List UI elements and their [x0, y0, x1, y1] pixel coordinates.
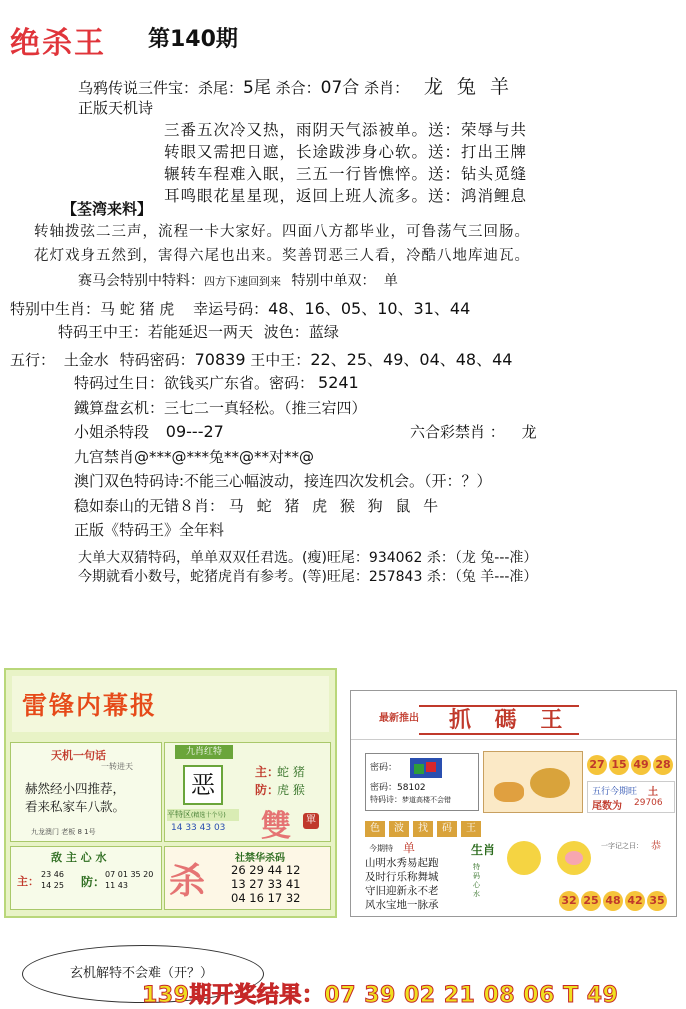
tail-value: 5尾 [243, 78, 271, 98]
he-label: 杀合： [275, 79, 321, 97]
poem-line-1: 三番五次冷又热，雨阴天气添被单。送：荣辱与共 [164, 121, 528, 139]
flat-label [167, 809, 239, 821]
heart-label: 敌 主 心 水 [51, 851, 107, 864]
kill-char: 杀 [169, 861, 206, 902]
flat-sub: (精选十个号) [191, 812, 226, 819]
stable-label: 稳如泰山的无错８肖： [74, 497, 225, 515]
zma-pwd-box [365, 753, 479, 811]
single-label: 特别中单双： [291, 273, 376, 289]
king-line [58, 321, 339, 342]
heart-box [10, 846, 162, 910]
zma-poem-4: 风水宝地一脉承 [365, 899, 439, 911]
secret-value: 70839 [194, 350, 246, 369]
lucky-value: 单 [403, 841, 416, 855]
zma-header [351, 691, 676, 740]
special-zodiac-line [10, 296, 470, 319]
birthday-line [74, 372, 359, 393]
zhu-label: 主： [17, 875, 39, 888]
lucky-value: 48、16、05、10、31、44 [268, 299, 471, 318]
zma-poem-3: 守旧迎新永不老 [365, 885, 439, 897]
sun-icon [507, 841, 541, 875]
five-value: 土 [648, 787, 658, 798]
pig-icon [557, 841, 591, 875]
saima-small: 四方下速回到来 [204, 275, 281, 288]
five-label: 五行今期旺 [592, 787, 638, 797]
jiugong-line: 九宫禁肖@***@***兔**@**对**@ [74, 448, 315, 466]
tail-value: 29706 [634, 798, 663, 808]
she-row-3: 04 16 17 32 [231, 891, 301, 905]
three-treasures-prefix: 乌鸦传说三件宝：杀尾： [78, 79, 244, 97]
saima-label: 赛马会特别中特料： [78, 273, 204, 289]
five-elements-value: 土金水 [63, 351, 109, 369]
zma-title: 抓 碼 王 [449, 707, 571, 733]
leifeng-ad [4, 668, 337, 918]
quanwan-line-2: 花灯戏身五然到，害得六尾也出来。奖善罚恶三人看，冷酷八地库迪瓦。 [34, 248, 530, 264]
zma-te [370, 794, 451, 805]
liuhe-ban-value: 龙 [521, 423, 537, 441]
miss-kill-value: 09---27 [165, 422, 224, 441]
miss-kill-label: 小姐杀特段 [74, 423, 150, 441]
fang-label: 防： [81, 875, 106, 889]
she-box [164, 846, 331, 910]
she-title: 社禁华杀码 [235, 853, 285, 864]
leifeng-title: 雷锋内幕报 [22, 691, 158, 720]
double-char: 雙 [261, 809, 291, 844]
single-char: 單 [303, 813, 319, 829]
bottom-ball-4: 42 [625, 891, 645, 911]
zma-pwd-label: 密码： [370, 763, 398, 773]
zma-poem-1: 山明水秀易起跑 [365, 857, 439, 869]
lucky-label: 幸运号码： [193, 300, 269, 318]
flat-label-text: 平特区 [167, 810, 191, 819]
top-ball-1: 27 [587, 755, 607, 775]
zma-pwd-value [370, 780, 426, 793]
hot-label: 九肖红特 [175, 745, 233, 759]
leifeng-header [12, 676, 329, 732]
tail-label: 尾数为 [592, 801, 622, 812]
kingofking-label: 王中王： [250, 351, 311, 369]
riddle-text: 玄机解特不会难（开？） [70, 966, 214, 981]
liuhe-ban-line [410, 421, 537, 442]
special-zodiac: 特别中生肖：马 蛇 猪 虎 [10, 300, 175, 318]
poem-line-2: 转眼又需把日遮，长途跋涉身心软。送：打出王牌 [164, 143, 528, 161]
wave-label: 波色： [263, 323, 309, 341]
defend-value: 虎 猴 [277, 783, 305, 797]
zma-logo-icon [410, 758, 442, 778]
zma-tab-5: 王 [461, 821, 481, 837]
bottom-ball-3: 48 [603, 891, 623, 911]
side-label: 特码心水 [473, 863, 480, 898]
tianji-text-2: 看来私家车八款。 [25, 799, 126, 814]
zma-new-label: 最新推出 [379, 713, 419, 724]
tianji-box-label: 天机一句话 [51, 749, 106, 762]
stable-value: 马 蛇 猪 虎 猴 狗 鼠 牛 [228, 497, 443, 515]
zhuamawang-ad [350, 690, 677, 917]
top-ball-2: 15 [609, 755, 629, 775]
secret-label: 特码密码： [119, 351, 195, 369]
top-ball-4: 28 [653, 755, 673, 775]
poem-line-4: 耳鸣眼花星星现，返回上班人流多。送：鸿消鲤息 [164, 187, 528, 205]
tianji-box [10, 742, 162, 842]
quanwan-label: 【荃湾来料】 [62, 200, 153, 218]
zma-pwd-num: 58102 [397, 783, 426, 793]
flat-nums: 14 33 43 03 [171, 823, 226, 833]
single-value: 单 [383, 273, 398, 289]
tianji-text-1: 赫然经小四推荐， [25, 781, 126, 796]
saima-line [78, 270, 398, 290]
he-value: 07合 [320, 78, 360, 98]
king-label: 特码王中王：若能延迟一两天 [58, 323, 254, 341]
full-year-line: 正版《特码王》全年料 [74, 521, 225, 539]
tianji-box-sub: 一转进天 [101, 762, 133, 771]
macau-poem-line: 澳门双色特码诗:不能三心幅波动，接连四次发机会。（开：？） [74, 472, 492, 490]
zma-tab-4: 码 [437, 821, 457, 837]
kingofking-value: 22、25、49、04、48、44 [310, 350, 513, 369]
tianji-small-row: 九龙澳门 老板 8 1号 [31, 828, 96, 836]
draw-result: 139期开奖结果：07 39 02 21 08 06 T 49 [142, 983, 619, 1008]
top-ball-3: 49 [631, 755, 651, 775]
zma-tab-2: 波 [389, 821, 409, 837]
wave-value: 蓝绿 [308, 323, 339, 341]
issue-number: 第140期 [148, 27, 238, 52]
five-box [587, 781, 675, 813]
tianji-label: 正版天机诗 [78, 99, 154, 117]
zma-te-label: 特码诗： [370, 795, 402, 804]
zma-tab-1: 色 [365, 821, 385, 837]
yiju-label: 一字记之曰： [601, 842, 643, 850]
five-elements-label: 五行： [10, 351, 56, 369]
defend-label: 防： [255, 783, 280, 797]
miss-kill-line [74, 421, 224, 442]
brand-title: 绝杀王 [10, 26, 106, 61]
zma-tab-3: 找 [413, 821, 433, 837]
kill-label: 杀肖： [364, 79, 410, 97]
quanwan-line-1: 转轴拨弦二三声，流程一卡大家好。四面八方都毕业，可鲁荡气三回肠。 [34, 224, 530, 240]
bottom-ball-2: 25 [581, 891, 601, 911]
bottom-ball-1: 32 [559, 891, 579, 911]
liuhe-ban-label: 六合彩禁肖 ： [410, 423, 505, 441]
note-line-2: 今期就看小数号，蛇猪虎肖有参考。(等)旺尾：257843 杀：（兔 羊---准） [78, 569, 538, 585]
zhu-nums: 23 46 14 25 [41, 870, 64, 890]
zma-poem-2: 及时行乐称舞城 [365, 871, 439, 883]
birthday-value: 5241 [318, 373, 359, 392]
birthday-label: 特码过生日：欲钱买广东省。密码： [74, 374, 315, 392]
she-row-1: 26 29 44 12 [231, 863, 301, 877]
main-value: 蛇 猪 [277, 765, 305, 779]
horse-image [483, 751, 583, 813]
kill-value: 龙 兔 羊 [423, 76, 513, 98]
abacus-line: 鐵算盘玄机：三七二一真轻松。（推三宕四） [74, 399, 367, 417]
lucky-label: 今期特 [369, 844, 393, 853]
zma-pwd-label-2: 密码： [370, 783, 398, 793]
zodiac-label: 生肖 [471, 843, 496, 857]
bottom-ball-5: 35 [647, 891, 667, 911]
hot-box [164, 742, 331, 842]
she-row-2: 13 27 33 41 [231, 877, 301, 891]
five-elements-line [10, 347, 512, 370]
fang-nums: 07 01 35 20 11 43 [105, 870, 154, 890]
zma-te-value: 梦道高楼不会错 [402, 796, 451, 804]
stable-line [74, 495, 442, 516]
note-line-1: 大单大双猜特码，单单双双任君选。(瘦)旺尾：934062 杀：（龙 兔---准） [78, 550, 538, 566]
poem-line-3: 辗转车程难入眠，三五一行皆憔悴。送：钻头觅缝 [164, 165, 528, 183]
evil-char: 恶 [183, 765, 223, 805]
yiju-value: 恭 [651, 841, 661, 852]
main-label: 主： [255, 765, 280, 779]
three-treasures-line [78, 72, 513, 99]
